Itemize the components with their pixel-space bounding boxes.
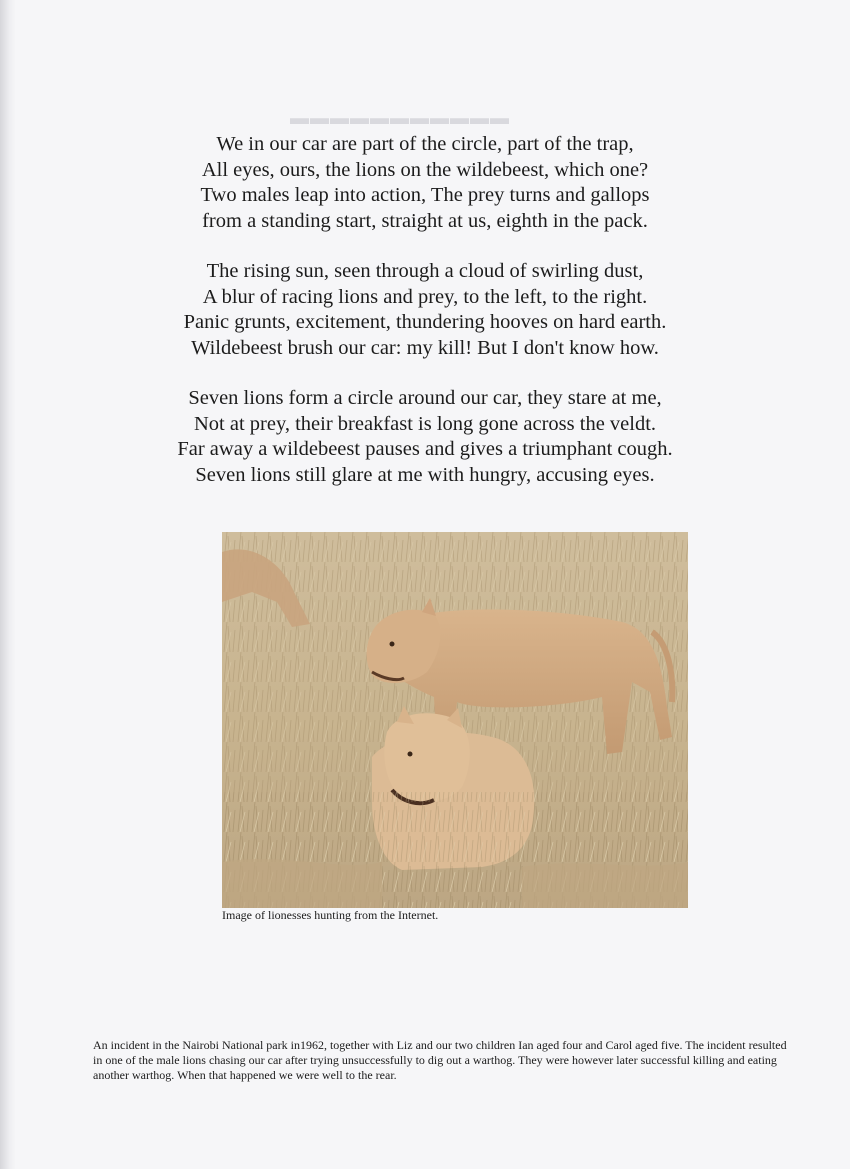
poem-line: from a standing start, straight at us, eighth in the pack. — [202, 209, 648, 232]
poem-line: Seven lions form a circle around our car, they stare at me, — [188, 387, 662, 409]
poem-line: We in our car are part of the circle, part of the trap, — [216, 133, 634, 155]
poem-line: All eyes, ours, the lions on the wildebeest, which one? — [201, 158, 649, 181]
poem-line: A blur of racing lions and prey, to the left, to the right. — [202, 285, 648, 308]
photo-caption: Image of lionesses hunting from the Internet. — [222, 908, 439, 922]
poem-stanza-1 — [150, 132, 700, 234]
bleed-through-text: ▬▬▬▬▬▬▬▬▬▬▬ — [290, 108, 510, 129]
poem-line: Far away a wildebeest pauses and gives a triumphant cough. — [177, 438, 673, 460]
poem-line: The rising sun, seen through a cloud of swirling dust, — [206, 260, 644, 282]
poem-stanza-2 — [150, 259, 700, 361]
poem — [150, 132, 700, 513]
poem-line: Panic grunts, excitement, thundering hooves on hard earth. — [183, 311, 667, 333]
poem-line: Seven lions still glare at me with hungry, accusing eyes. — [195, 463, 655, 486]
poem-line: Two males leap into action, The prey turns and gallops — [200, 184, 650, 206]
page-edge-shadow — [0, 0, 16, 1169]
poem-stanza-3 — [150, 386, 700, 488]
footnote: An incident in the Nairobi National park in1962, together with Liz and our two children Ian aged four and Carol aged five. The incident resulted in one of the male lions chasing our car after trying unsuccessfully to dig out a warthog. They were however later successful killing and eating another warthog. When that happened we were well to the rear. — [93, 1038, 787, 1082]
poem-line: Wildebeest brush our car: my kill! But I don't know how. — [191, 336, 659, 359]
lionesses-photo — [222, 532, 688, 908]
poem-line: Not at prey, their breakfast is long gone across the veldt. — [193, 412, 657, 435]
